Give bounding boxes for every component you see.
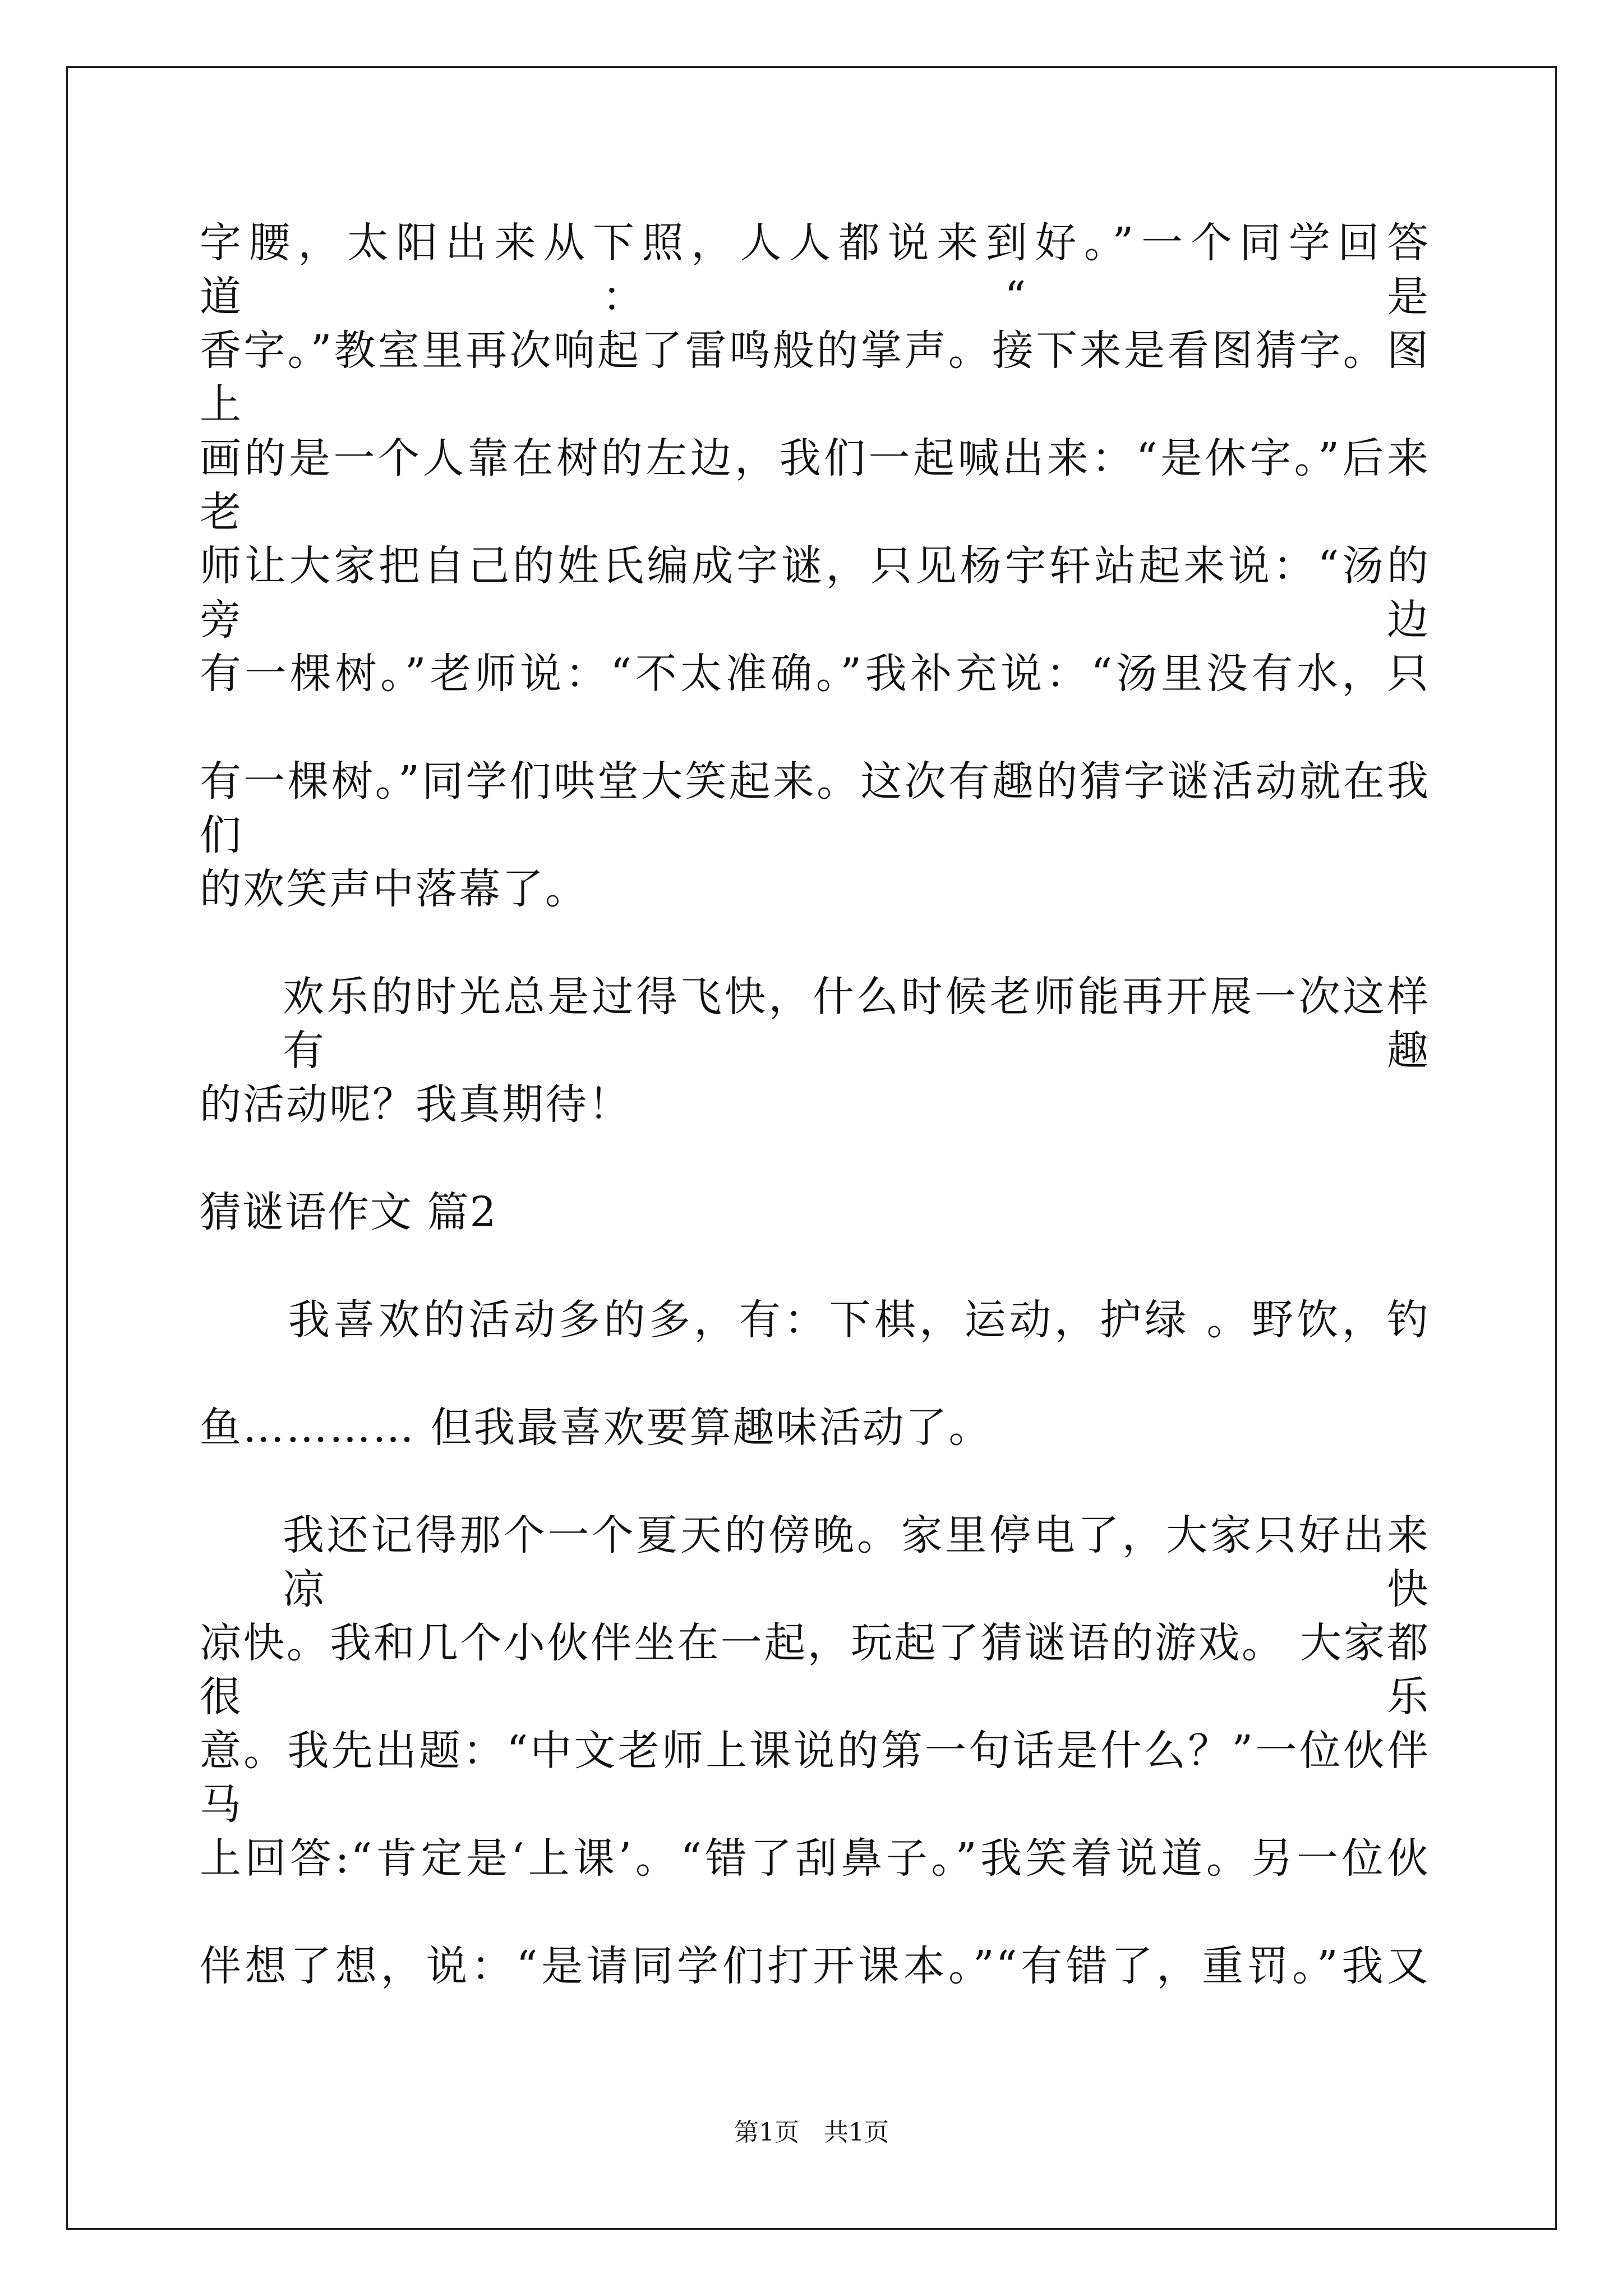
- document-body: [200, 216, 1430, 2047]
- text-line: 上回答:“肯定是‘上课’。“错了刮鼻子。”我笑着说道。另一位伙: [200, 1834, 1430, 1883]
- text-line: 字腰，太阳出来从下照，人人都说来到好。”一个同学回答道：“是: [200, 219, 1430, 321]
- text-line: 有一棵树。”同学们哄堂大笑起来。这次有趣的猜字谜活动就在我们: [200, 757, 1430, 859]
- text-line: 意。我先出题：“中文老师上课说的第一句话是什么？”一位伙伴马: [200, 1727, 1430, 1829]
- text-line: 欢乐的时光总是过得飞快，什么时候老师能再开展一次这样有趣: [283, 973, 1430, 1075]
- section-heading: 猜谜语作文 篇2: [200, 1188, 497, 1236]
- text-line: 我还记得那个一个夏天的傍晚。家里停电了，大家只好出来凉快: [283, 1511, 1430, 1613]
- text-line: 师让大家把自己的姓氏编成字谜，只见杨宇轩站起来说：“汤的旁边: [200, 542, 1430, 644]
- text-line: 我喜欢的活动多的多，有：下棋，运动，护绿 。野饮，钓: [288, 1296, 1430, 1344]
- text-line: 有一棵树。”老师说：“不太准确。”我补充说：“汤里没有水，只: [200, 650, 1430, 698]
- text-line: 香字。”教室里再次响起了雷鸣般的掌声。接下来是看图猜字。图上: [200, 326, 1430, 429]
- text-line: 伴想了想，说：“是请同学们打开课本。”“有错了，重罚。”我又: [200, 1942, 1430, 1990]
- text-line: 的欢笑声中落幕了。: [200, 865, 588, 913]
- text-line: 凉快。我和几个小伙伴坐在一起，玩起了猜谜语的游戏。 大家都很乐: [200, 1619, 1430, 1721]
- text-line: 的活动呢？我真期待！: [200, 1080, 631, 1129]
- text-line: 画的是一个人靠在树的左边，我们一起喊出来：“是休字。”后来老: [200, 434, 1430, 536]
- text-line: 鱼………… 但我最喜欢要算趣味活动了。: [200, 1404, 992, 1452]
- page-footer: 第1页 共1页: [734, 2118, 889, 2147]
